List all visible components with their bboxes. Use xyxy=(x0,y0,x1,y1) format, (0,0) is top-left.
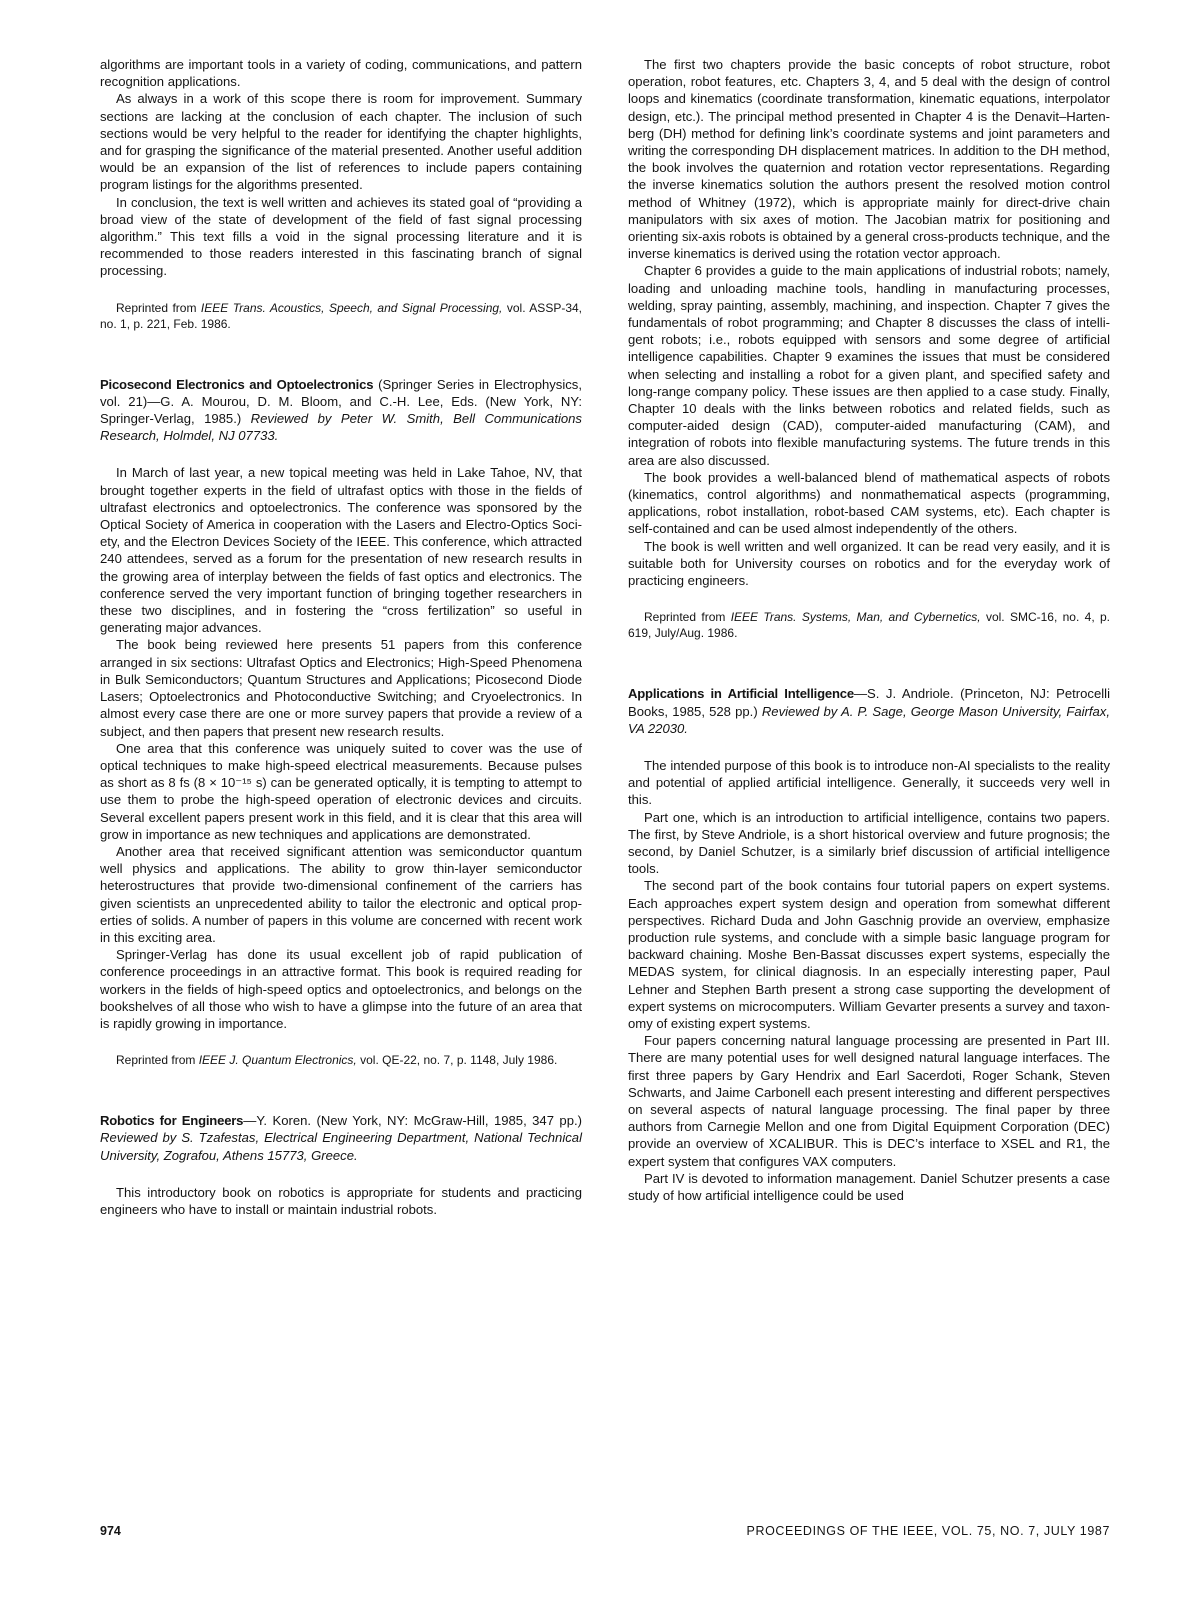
reprint-journal: IEEE Trans. Acoustics, Speech, and Signal Processing, xyxy=(200,300,503,315)
paragraph: algorithms are important tools in a variety of coding, communications, and pattern recognition applications. xyxy=(100,57,582,90)
section-gap xyxy=(628,641,1110,685)
paragraph: The book being reviewed here presents 51 papers from this conference arranged in six sections: Ultrafast Optics and Electronics; High-Speed Phenomena in Bulk Semiconductors; Quantum Structures and Applications; Picosecond Diode Lasers; Optoelectronics and Photoconductive Switching; and Cryoelectronics. In almost every case there are one or more survey papers that provide a review of a subject, and then papers that present new research results. xyxy=(100,637,582,739)
reprint-suffix: vol. ASSP-34, no. 1, p. 221, Feb. 1986. xyxy=(100,300,582,331)
paragraph: Part one, which is an introduction to artificial intelligence, contains two papers. The first, by Steve Andriole, is a short historical overview and future prognosis; the second, by Daniel Schutzer, is a similarly brief discussion of artificial intelligence tools. xyxy=(628,809,1110,877)
reprint-prefix: Reprinted from xyxy=(644,610,731,625)
paragraph: The first two chapters provide the basic concepts of robot structure, robot operation, robot features, etc. Chapters 3, 4, and 5 deal with the design of control loops and kinematics (coordinate transformation, kinematic equations, interpolator design, etc.). The principal method presented in Chapter 4 is the Denavit–Hartenberg (DH) method for defining link’s coordinate systems and joint parameters and writing the corresponding DH displacement matrices. In addition to the DH method, the book involves the quaternion and rotation vector representations. Regarding the inverse kinematics solution the authors present the resolved motion control method of Whitney (1972), which is appropriate mainly for direct-drive chain manipulators with six axes of motion. The Jacobian matrix for positioning and orienting six-axis robots is obtained by a general cross-products technique, and the inverse kinematics is derived using the rotation vector approach. xyxy=(628,57,1110,262)
reprint-suffix: vol. SMC-16, no. 4, p. 619, July/Aug. 1986. xyxy=(628,610,1111,641)
paragraph: As always in a work of this scope there is room for improvement. Summary sections are lacking at the conclusion of each chapter. The inclusion of such sections would be very helpful to the reader for identifying the chapter highlights, and for grasping the significance of the material presented. Another useful addition would be an expansion of the list of references to include papers containing program listings for the algorithms presented. xyxy=(100,91,582,193)
paragraph: The book is well written and well organized. It can be read very easily, and it is suitable both for University courses on robotics and for the everyday work of practicing engineers. xyxy=(628,538,1110,589)
reprint-note xyxy=(100,1052,582,1068)
book-details: —Y. Koren. (New York, NY: McGraw-Hill, 1985, 347 pp.) xyxy=(243,1113,582,1129)
review-heading xyxy=(628,685,1110,737)
paragraph: Springer-Verlag has done its usual excellent job of rapid publication of conference proceedings in an attractive format. This book is required reading for workers in the fields of high-speed optics and optoelectronics, and belongs on the bookshelves of all those who wish to have a glimpse into the future of an area that is rapidly growing in importance. xyxy=(100,947,582,1031)
paragraph: Four papers concerning natural language processing are presented in Part III. There are many potential uses for well designed natural language interfaces. The first three papers by Gary Hendrix and Earl Sacerdoti, Roger Schank, Steven Schwarts, and Jaime Carbonell each present interesting and different perspectives on several aspects of natural language processing. The final paper by three authors from Carnegie Mellon and one from Digital Equipment Corporation (DEC) provide an overview of XCALIBUR. This is DEC’s interface to XSEL and R1, the expert system that configures VAX computers. xyxy=(628,1033,1110,1169)
page-number: 974 xyxy=(100,1524,121,1538)
paragraph: In conclusion, the text is well written and achieves its stated goal of “providing a broad view of the state of development of the field of fast signal processing algorithm.” This text fills a void in the signal processing literature and it is recommended to those readers interested in this fascinating branch of signal processing. xyxy=(100,194,582,279)
paragraph: This introductory book on robotics is appropriate for students and practicing engineers who have to install or maintain industrial robots. xyxy=(100,1184,582,1217)
book-title: Picosecond Electronics and Optoelectronics xyxy=(100,376,374,392)
reviewer-credit: Reviewed by S. Tzafestas, Electrical Engineering Department, National Technical University, Zografou, Athens 15773, Greece. xyxy=(100,1130,582,1163)
paragraph: The book provides a well-balanced blend of mathematical aspects of robots (kinematics, control algorithms) and nonmathematical aspects (programming, applications, robot installation, robot-based CAM systems, etc). Each chapter is self-contained and can be used almost independently of the others. xyxy=(628,469,1110,537)
section-gap xyxy=(100,1068,582,1112)
reprint-prefix: Reprinted from xyxy=(116,1053,199,1068)
reprint-note xyxy=(628,609,1110,641)
journal-running-title: PROCEEDINGS OF THE IEEE, VOL. 75, NO. 7, JULY 1987 xyxy=(746,1524,1110,1538)
section-gap xyxy=(100,332,582,376)
book-details: —S. J. Andriole. (Princeton, NJ: Petrocelli Books, 1985, 528 pp.) xyxy=(628,686,1110,719)
paragraph: The second part of the book contains four tutorial papers on expert systems. Each approaches expert system design and operation from somewhat different perspectives. Richard Duda and John Gaschnig provide an overview, emphasize production rule systems, and conclude with a simple basic language program for backward chaining. Moshe Ben-Bassat discusses expert systems, especially the MEDAS system, for clinical diagnosis. In an especially interesting paper, Paul Lehner and Stephen Barth present a strong case supporting the development of expert systems on microcomputers. William Gevarter presents a survey and taxonomy of existing expert systems. xyxy=(628,878,1110,1031)
right-column xyxy=(628,56,1110,1204)
left-column xyxy=(100,56,582,1218)
reviewer-credit: Reviewed by Peter W. Smith, Bell Communications Research, Holmdel, NJ 07733. xyxy=(100,411,582,444)
book-details: (Springer Series in Electrophysics, vol. 21)—G. A. Mourou, D. M. Bloom, and C.-H. Lee, Eds. (New York, NY: Springer-Verlag, 1985.) xyxy=(100,376,582,427)
reprint-journal: IEEE J. Quantum Electronics, xyxy=(198,1053,357,1068)
reprint-journal: IEEE Trans. Systems, Man, and Cybernetics, xyxy=(730,610,981,625)
paragraph: Chapter 6 provides a guide to the main applications of industrial robots; namely, loading and unloading machine tools, handling in manufacturing processes, welding, spray painting, assembly, machining, and inspection. Chapter 7 gives the fundamentals of robot programming; and Chapter 8 discusses the class of intelligent robots; i.e., robots equipped with sensors and some degree of artificial intelligence capabilities. Chapter 9 examines the issues that must be considered when selecting and installing a robot for a given plant, and specified safety and long-range company policy. These issues are then applied to a case study. Finally, Chapter 10 deals with the links between robotics and related fields, such as computer-aided design (CAD), computer-aided manufacturing (CAM), and integration of robots into flexible manufacturing systems. The future trends in this area are also discussed. xyxy=(628,263,1110,468)
book-title: Robotics for Engineers xyxy=(100,1113,244,1129)
review-heading xyxy=(100,376,582,445)
paragraph: The intended purpose of this book is to introduce non-AI specialists to the reality and potential of applied artificial intelligence. Generally, it succeeds very well in this. xyxy=(628,757,1110,808)
paragraph: Another area that received significant attention was semiconductor quantum well physics and applications. The ability to grow thin-layer semiconductor heterostructures that provide two-dimensional confinement of the carriers has given scientists an unprecedented ability to tailor the electronic and optical properties of solids. A number of papers in this volume are concerned with recent work in this exciting area. xyxy=(100,843,582,945)
reprint-suffix: vol. QE-22, no. 7, p. 1148, July 1986. xyxy=(356,1053,558,1068)
paragraph: Part IV is devoted to information management. Daniel Schutzer presents a case study of how artificial intelligence could be used xyxy=(628,1170,1110,1203)
paragraph: One area that this conference was uniquely suited to cover was the use of optical techniques to make high-speed electrical measurements. Because pulses as short as 8 fs (8 × 10⁻¹⁵ s) can be generated optically, it is tempting to attempt to use them to probe the high-speed operation of electronic devices and circuits. Several excellent papers present work in this field, and it is clear that this area will grow in importance as new techniques and applications are demonstrated. xyxy=(100,740,582,842)
reprint-prefix: Reprinted from xyxy=(116,300,201,315)
paragraph: In March of last year, a new topical meeting was held in Lake Tahoe, NV, that brought together experts in the field of ultrafast optics with those in the fields of ultrafast electronics and optoelectronics. The conference was sponsored by the Optical Society of America in cooperation with the Lasers and Electro-Optics Society, and the Electron Devices Society of the IEEE. This conference, which attracted 240 attendees, served as a forum for the presentation of new research results in the growing area of interplay between the fields of fast optics and electronics. The conference served the very important function of bringing together researchers in these two disciplines, and in fostering the “cross fertilization” so useful in generating major advances. xyxy=(100,465,582,636)
book-title: Applications in Artificial Intelligence xyxy=(628,686,854,702)
reprint-note xyxy=(100,300,582,332)
review-heading xyxy=(100,1112,582,1164)
reviewer-credit: Reviewed by A. P. Sage, George Mason University, Fairfax, VA 22030. xyxy=(628,703,1110,736)
